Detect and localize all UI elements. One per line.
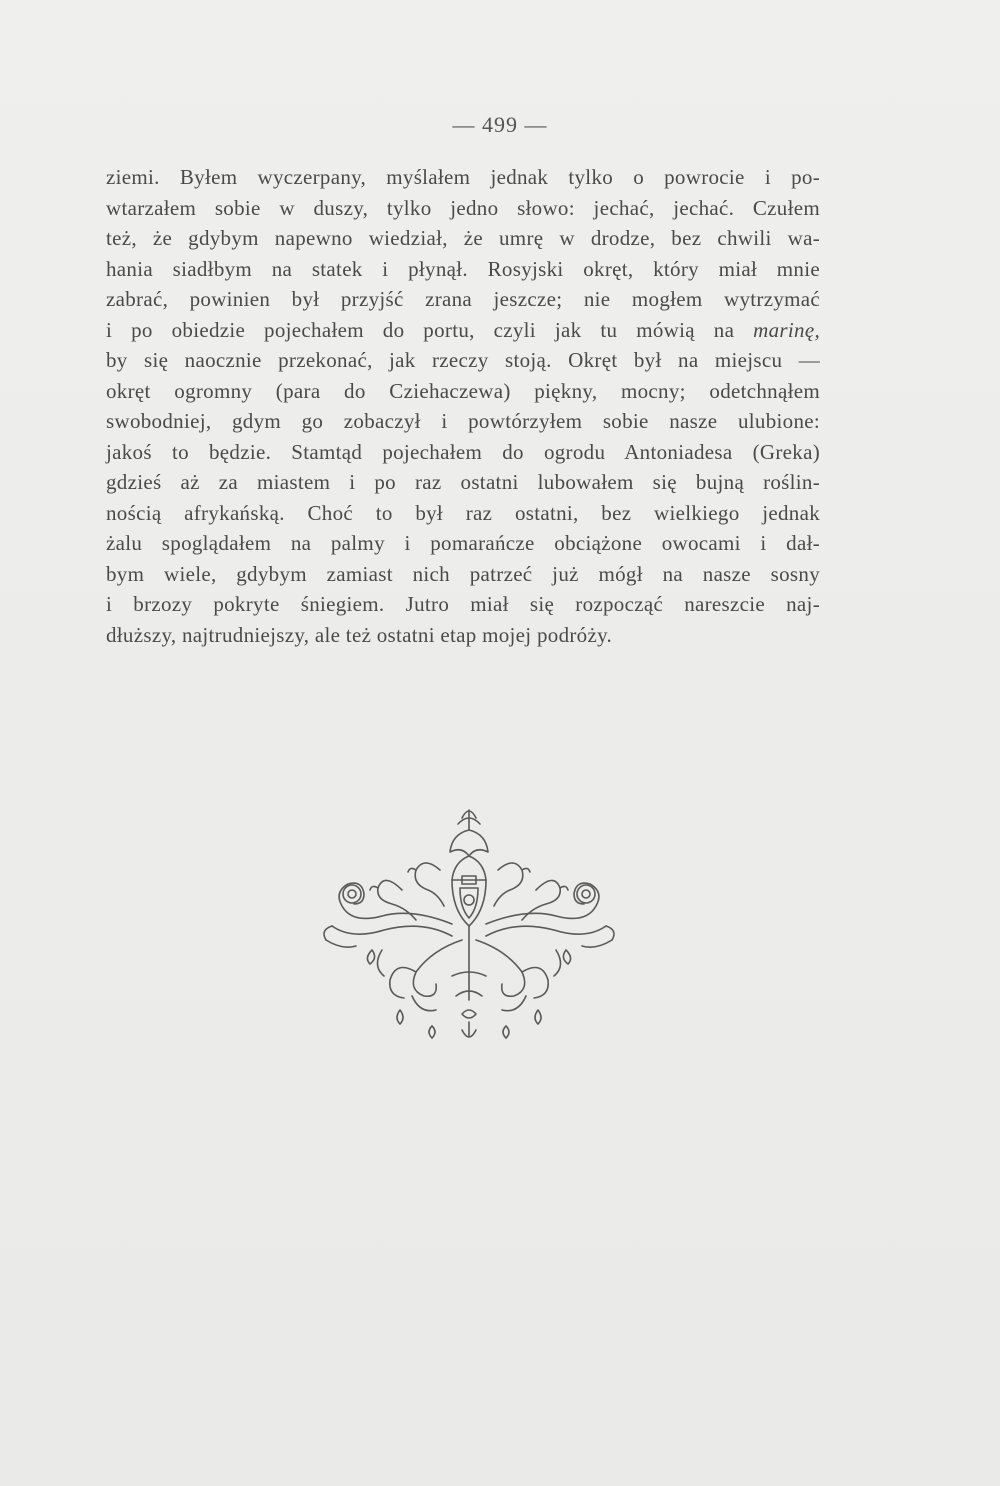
text-line: jakoś to będzie. Stamtąd pojechałem do ogrodu Antoniadesa (Greka) [106,439,820,464]
text-line: swobodniej, gdym go zobaczył i powtórzyłem sobie nasze ulubione: [106,409,820,433]
text-line: wtarzałem sobie w duszy, tylko jedno słowo: jechać, jechać. Czułem [106,195,820,220]
italic-word: marinę, [753,317,820,342]
text-line: bym wiele, gdybym zamiast nich patrzeć już mógł na nasze sosny [106,561,820,586]
text-line: okręt ogromny (para do Cziehaczewa) piękny, mocny; odetchnąłem [106,378,820,403]
text-line: nością afrykańską. Choć to był raz ostatni, bez wielkiego jednak [106,500,820,525]
text-line: dłuższy, najtrudniejszy, ale też ostatni etap mojej podróży. [106,622,613,647]
text-line: by się naocznie przekonać, jak rzeczy stoją. Okręt był na miejscu — [106,348,820,372]
text-line-with-italic [106,315,820,346]
page-number: — 499 — [452,112,548,137]
decorative-vignette-icon [312,800,626,1056]
text-line: żalu spoglądałem na palmy i pomarańcze obciążone owocami i dał- [106,531,820,555]
text-line: też, że gdybym napewno wiedział, że umrę w drodze, bez chwili wa- [106,226,820,250]
text-line: hania siadłbym na statek i płynął. Rosyjski okręt, który miał mnie [106,256,820,281]
text-line: zabrać, powinien był przyjść zrana jeszcze; nie mogłem wytrzymać [106,287,820,311]
body-text [106,162,820,650]
text-line: gdzieś aż za miastem i po raz ostatni lubowałem się bujną roślin- [106,470,820,494]
text-line-part: i po obiedzie pojechałem do portu, czyli jak tu mówią na [106,317,735,342]
text-line: ziemi. Byłem wyczerpany, myślałem jednak tylko o powrocie i po- [106,165,820,189]
text-line: i brzozy pokryte śniegiem. Jutro miał się rozpocząć nareszcie naj- [106,592,820,616]
